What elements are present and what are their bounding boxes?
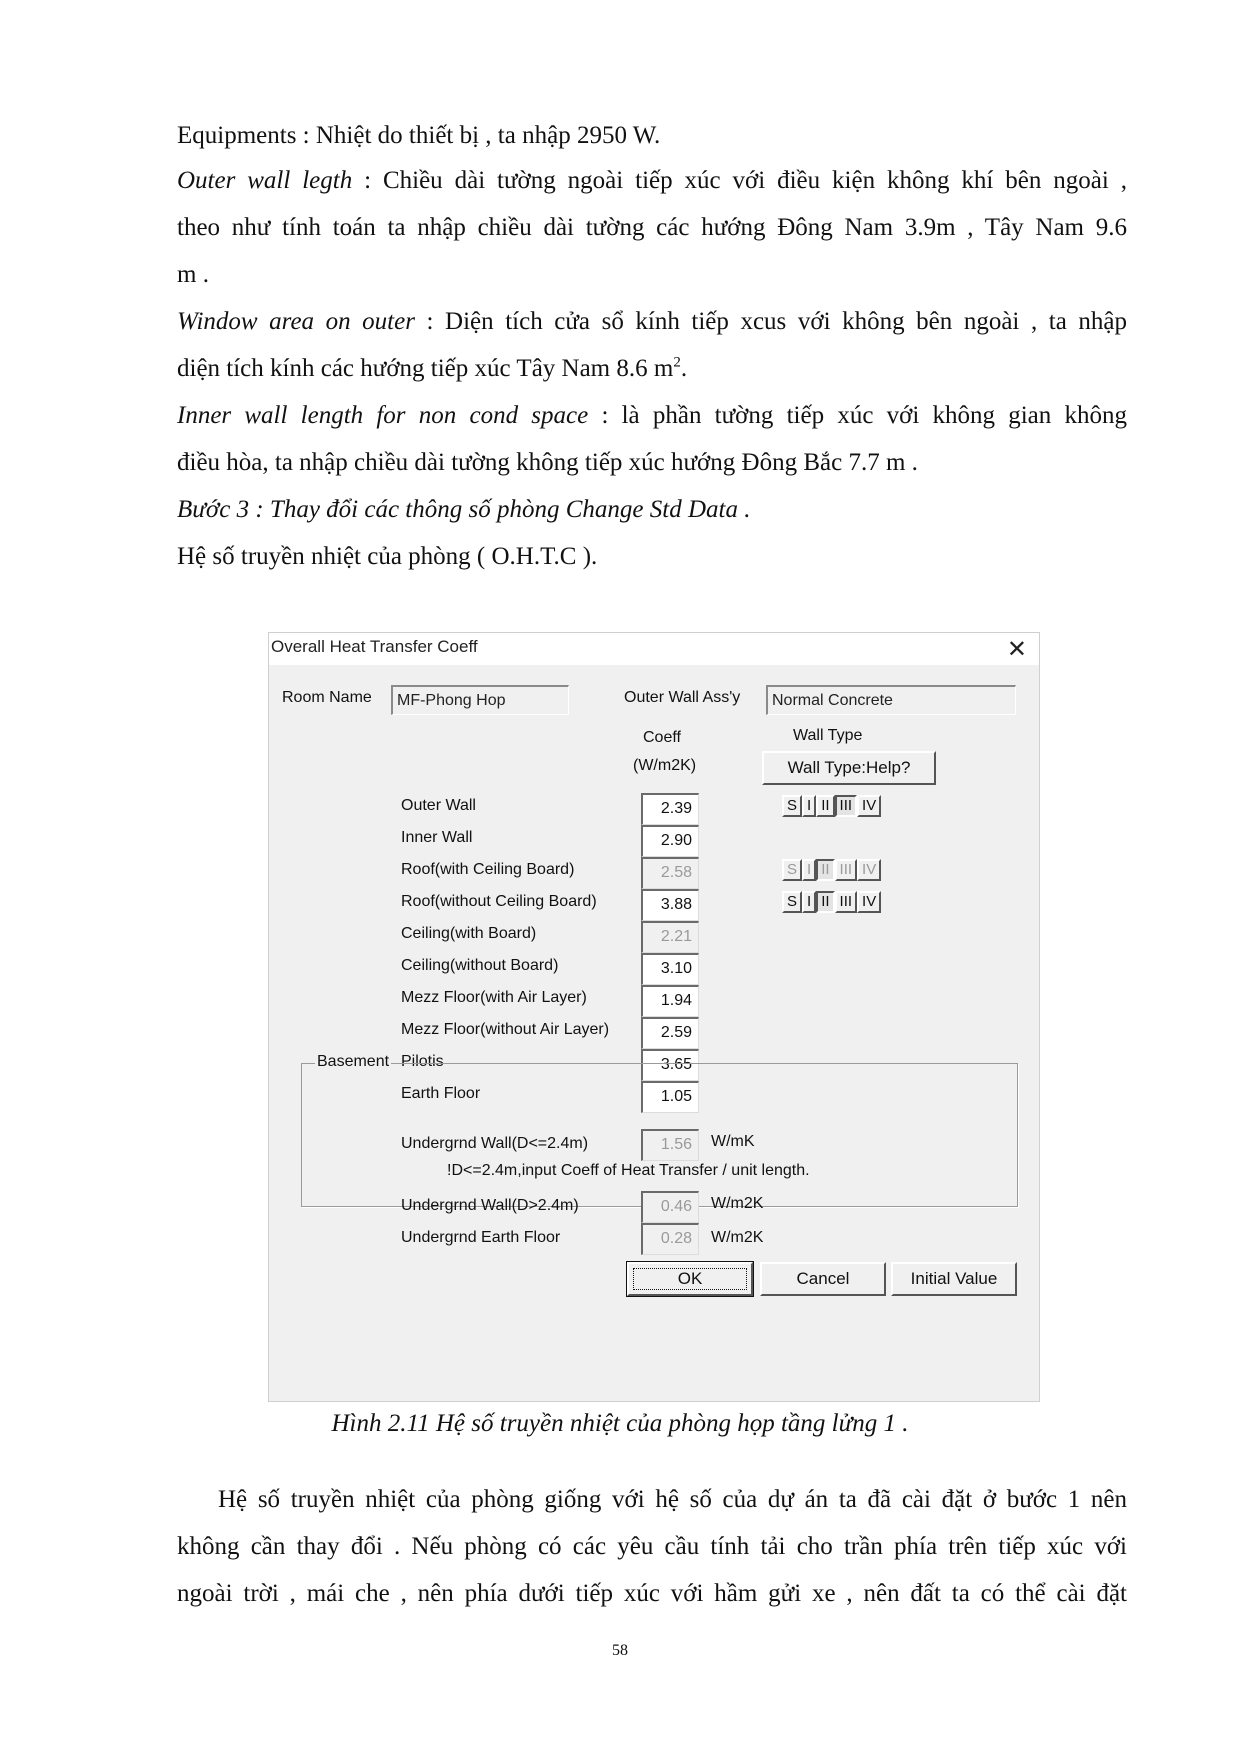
- initial-value-button[interactable]: Initial Value: [891, 1262, 1017, 1296]
- wall-type-iii-button: III: [835, 859, 858, 881]
- paragraph-conclusion-line3: ngoài trời , mái che , nên phía dưới tiếp xúc với hầm gửi xe , nên đất ta có thể cài đặt: [177, 1580, 1127, 1607]
- wall-type-i-button[interactable]: I: [802, 795, 816, 817]
- wall-type-ii-button[interactable]: II: [816, 795, 834, 817]
- room-name-label: Room Name: [282, 689, 372, 706]
- undergrnd-earth-floor-input: 0.28: [641, 1223, 699, 1255]
- wall-type-ii-button[interactable]: II: [816, 891, 834, 913]
- mezz-floor-with-air-label: Mezz Floor(with Air Layer): [401, 989, 587, 1006]
- text-inner-wall-line1: : là phần tường tiếp xúc với không gian không: [588, 402, 1127, 429]
- ceiling-without-board-label: Ceiling(without Board): [401, 957, 559, 974]
- wall-type-iv-button[interactable]: IV: [857, 891, 881, 913]
- undergrnd-earth-floor-label: Undergrnd Earth Floor: [401, 1229, 561, 1246]
- outer-wall-type-selector: [782, 795, 881, 817]
- paragraph-inner-wall-line2: điều hòa, ta nhập chiều dài tường không tiếp xúc hướng Đông Bắc 7.7 m .: [177, 449, 918, 476]
- ceiling-with-board-label: Ceiling(with Board): [401, 925, 537, 942]
- undergrnd-wall-deep-input: 0.46: [641, 1191, 699, 1223]
- wall-type-ii-button: II: [816, 859, 834, 881]
- page-number: 58: [612, 1642, 628, 1659]
- outer-wall-coeff-input[interactable]: 2.39: [641, 793, 699, 825]
- figure-caption: Hình 2.11 Hệ số truyền nhiệt của phòng họp tầng lửng 1 .: [331, 1410, 909, 1437]
- close-icon[interactable]: ✕: [1006, 636, 1027, 663]
- superscript-two: 2: [673, 354, 681, 371]
- paragraph-conclusion-line1: Hệ số truyền nhiệt của phòng giống với hệ số của dự án ta đã cài đặt ở bước 1 nên: [218, 1486, 1127, 1513]
- mezz-floor-without-air-coeff-input[interactable]: 2.59: [641, 1017, 699, 1049]
- undergrnd-wall-short-label: Undergrnd Wall(D<=2.4m): [401, 1135, 589, 1152]
- overall-heat-transfer-dialog: [268, 632, 1040, 1402]
- text-window-area-line1: : Diện tích cửa sổ kính tiếp xcus với không bên ngoài , ta nhập: [414, 308, 1127, 335]
- ok-button-label: OK: [677, 1269, 703, 1288]
- wall-type-s-button[interactable]: S: [782, 891, 802, 913]
- coeff-header: Coeff: [643, 729, 681, 746]
- room-name-field[interactable]: MF-Phong Hop: [391, 685, 569, 715]
- wall-type-i-button: I: [802, 859, 816, 881]
- roof-without-ceiling-coeff-input[interactable]: 3.88: [641, 889, 699, 921]
- text-outer-wall-line1: : Chiều dài tường ngoài tiếp xúc với điều kiện không khí bên ngoài ,: [352, 167, 1127, 194]
- paragraph-outer-wall-line1: [177, 157, 1127, 204]
- ok-button[interactable]: [627, 1262, 753, 1296]
- pilotis-coeff-input[interactable]: 3.65: [641, 1049, 699, 1081]
- roof-without-ceiling-label: Roof(without Ceiling Board): [401, 893, 597, 910]
- text-window-area-line2: diện tích kính các hướng tiếp xúc Tây Nam 8.6 m: [177, 355, 674, 382]
- term-inner-wall-length: Inner wall length for non cond space: [177, 402, 589, 429]
- basement-note: !D<=2.4m,input Coeff of Heat Transfer / unit length.: [447, 1162, 810, 1179]
- outer-wall-assy-field[interactable]: Normal Concrete: [766, 685, 1016, 715]
- paragraph-inner-wall-line1: [177, 392, 1127, 439]
- outer-wall-assy-label: Outer Wall Ass'y: [624, 689, 741, 706]
- paragraph-window-area-line1: [177, 298, 1127, 345]
- paragraph-step-3: Bước 3 : Thay đổi các thông số phòng Change Std Data .: [177, 496, 751, 523]
- wall-type-iv-button[interactable]: IV: [857, 795, 881, 817]
- paragraph-window-area-line2: [177, 345, 1127, 392]
- ceiling-with-board-coeff-input: 2.21: [641, 921, 699, 953]
- paragraph-equipments: Equipments : Nhiệt do thiết bị , ta nhập 2950 W.: [177, 122, 661, 149]
- wall-type-iii-button[interactable]: III: [835, 795, 858, 817]
- unit-wm2k-deep: W/m2K: [711, 1195, 764, 1212]
- ceiling-without-board-coeff-input[interactable]: 3.10: [641, 953, 699, 985]
- wall-type-header: Wall Type: [793, 727, 863, 744]
- dialog-title-bar: [269, 633, 1039, 665]
- wall-type-iii-button[interactable]: III: [835, 891, 858, 913]
- unit-wmk: W/mK: [711, 1133, 755, 1150]
- roof-with-ceiling-coeff-input: 2.58: [641, 857, 699, 889]
- wall-type-help-button[interactable]: Wall Type:Help?: [762, 751, 936, 785]
- wall-type-s-button: S: [782, 859, 802, 881]
- paragraph-ohtc: Hệ số truyền nhiệt của phòng ( O.H.T.C ).: [177, 543, 598, 570]
- mezz-floor-without-air-label: Mezz Floor(without Air Layer): [401, 1021, 610, 1038]
- dialog-title: Overall Heat Transfer Coeff: [271, 637, 478, 656]
- roof-with-ceiling-label: Roof(with Ceiling Board): [401, 861, 575, 878]
- term-outer-wall-length: Outer wall legth: [177, 167, 353, 194]
- roof-with-ceiling-type-selector: [782, 859, 881, 881]
- term-window-area: Window area on outer: [177, 308, 415, 335]
- paragraph-outer-wall-line3: m .: [177, 261, 209, 288]
- inner-wall-coeff-input[interactable]: 2.90: [641, 825, 699, 857]
- wall-type-s-button[interactable]: S: [782, 795, 802, 817]
- undergrnd-wall-short-input: 1.56: [641, 1129, 699, 1161]
- pilotis-label: Pilotis: [401, 1053, 444, 1070]
- focus-rectangle: [633, 1268, 747, 1290]
- text-window-area-end: .: [680, 355, 688, 382]
- basement-legend: Basement: [317, 1053, 390, 1070]
- paragraph-outer-wall-line2: theo như tính toán ta nhập chiều dài tường các hướng Đông Nam 3.9m , Tây Nam 9.6: [177, 214, 1127, 241]
- earth-floor-label: Earth Floor: [401, 1085, 481, 1102]
- roof-without-ceiling-type-selector: [782, 891, 881, 913]
- wall-type-iv-button: IV: [857, 859, 881, 881]
- outer-wall-label: Outer Wall: [401, 797, 476, 814]
- mezz-floor-with-air-coeff-input[interactable]: 1.94: [641, 985, 699, 1017]
- coeff-unit: (W/m2K): [633, 757, 697, 774]
- cancel-button[interactable]: Cancel: [760, 1262, 886, 1296]
- wall-type-i-button[interactable]: I: [802, 891, 816, 913]
- earth-floor-coeff-input[interactable]: 1.05: [641, 1081, 699, 1113]
- unit-wm2k-earth: W/m2K: [711, 1229, 764, 1246]
- undergrnd-wall-deep-label: Undergrnd Wall(D>2.4m): [401, 1197, 579, 1214]
- paragraph-conclusion-line2: không cần thay đổi . Nếu phòng có các yêu cầu tính tải cho trần phía trên tiếp xúc với: [177, 1533, 1127, 1560]
- inner-wall-label: Inner Wall: [401, 829, 473, 846]
